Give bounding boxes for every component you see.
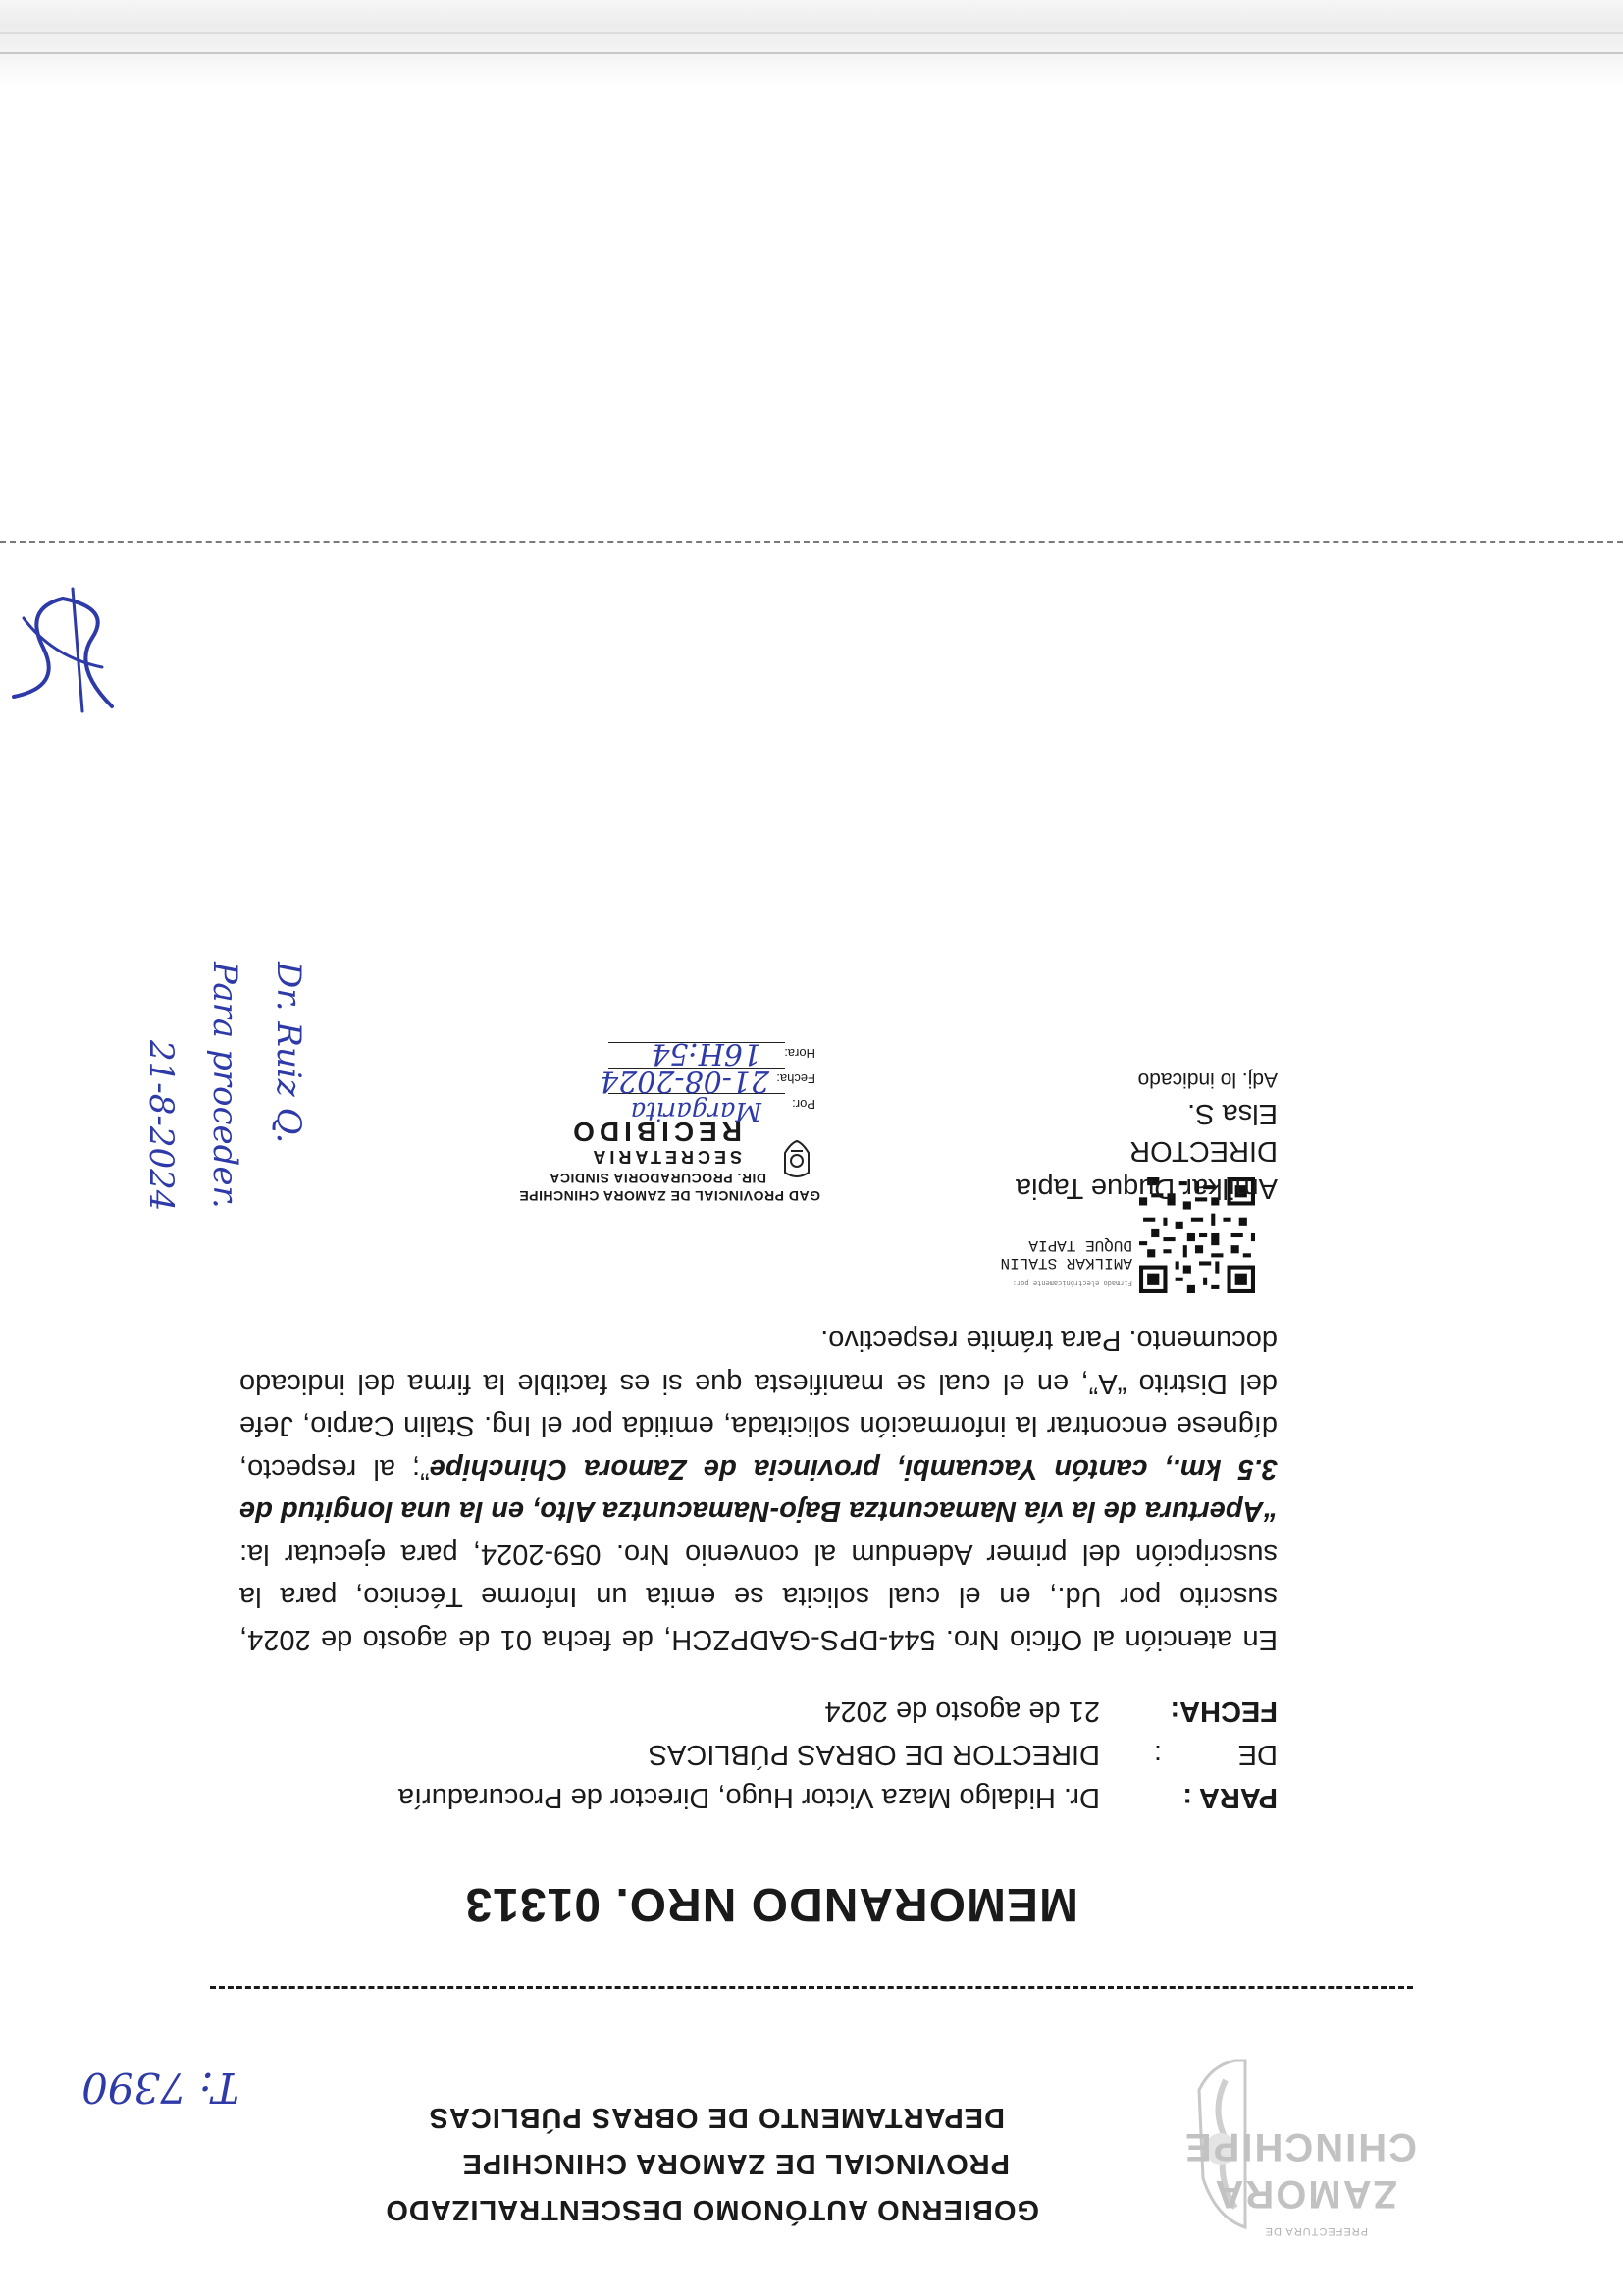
field-colon: : <box>1153 1739 1162 1770</box>
field-value-fecha: 21 de agosto de 2024 <box>824 1696 1100 1727</box>
body-text-part: En atención al Oficio Nro. 544-DPS-GADPZCH, de fecha 01 de agosto de 2024, suscrito por Ud., en el cual solicita se emita un Informe Técnico, para la suscripción del primer Adendum al convenio Nro. 059-2024, para ejecutar la: <box>239 1539 1278 1655</box>
logo-word: ZAMORA <box>1213 2172 1397 2216</box>
annotation-line: Dr. Ruiz Q. <box>269 962 308 1144</box>
attachment-note: Adj. lo indicado <box>1137 1069 1278 1091</box>
body-text-part: ”; al respecto, dígnese encontrar la información solicitada, emitida por el Ing. Stalin Carpio, Jefe del Distrito “A”, en el cual se manifiesta que si es factible la firma del indicado documento. Para trámite respectivo. <box>239 1325 1278 1485</box>
stamp-por-value: Margarita <box>630 1096 761 1125</box>
prefectura-logo <box>1181 2051 1427 2237</box>
logo-word: CHINCHIPE <box>1182 2125 1417 2168</box>
field-label-fecha: FECHA: <box>1170 1696 1278 1727</box>
field-label-para: PARA : <box>1182 1782 1278 1813</box>
seal-icon <box>781 1139 812 1178</box>
handwritten-number: T: 7390 <box>81 2063 239 2112</box>
field-label-de: DE <box>1237 1739 1278 1770</box>
scan-edge-artifact <box>0 0 1623 88</box>
institution-name: PROVINCIAL DE ZAMORA CHINCHIPE <box>461 2148 1010 2179</box>
signer-name: Amilkar Duque Tapia <box>1015 1173 1278 1204</box>
project-name: “Apertura de la vía Namacuntza Bajo-Namacuntza Alto, en la una longitud de 3.5 km., cantón Yacuambi, provincia de Zamora Chinchipe <box>239 1453 1278 1528</box>
field-value-de: DIRECTOR DE OBRAS PÚBLICAS <box>648 1739 1100 1770</box>
annotation-line: Para proceder. <box>205 962 244 1209</box>
scan-line <box>0 32 1623 34</box>
qr-caption: Firmado electrónicamente por: <box>1012 1279 1132 1287</box>
stamp-por-label: Por: <box>792 1097 815 1112</box>
stamp-institution: GAD PROVINCIAL DE ZAMORA CHINCHIPE <box>518 1188 820 1204</box>
qr-signer-name: DUQUE TAPIA <box>1028 1236 1132 1254</box>
stamp-hora-value: 16H:54 <box>651 1036 761 1070</box>
stamp-fecha-value: 21-08-2024 <box>600 1064 769 1098</box>
memo-title: MEMORANDO NRO. 01313 <box>464 1878 1078 1930</box>
annotation-line: 21-8-2024 <box>141 1040 181 1212</box>
stamp-hora-label: Hora: <box>784 1046 815 1061</box>
department-name: DEPARTAMENTO DE OBRAS PÚBLICAS <box>428 2102 1005 2133</box>
logo-small-text: PREFECTURA DE <box>1264 2225 1368 2237</box>
received-stamp <box>438 1037 820 1204</box>
qr-signer-name: AMILKAR STALIN <box>1000 1254 1132 1272</box>
typist-initials: Elsa S. <box>1187 1098 1278 1129</box>
stamp-secretaria: SECRETARIA <box>589 1147 742 1167</box>
memo-body <box>239 1319 1278 1660</box>
fold-line <box>0 541 1623 543</box>
stamp-directorate: DIR. PROCURADORIA SINDICA <box>549 1171 766 1186</box>
signer-title: DIRECTOR <box>1129 1135 1278 1167</box>
stamp-recibido: RECIBIDO <box>568 1117 742 1147</box>
institution-name: GOBIERNO AUTÓNOMO DESCENTRALIZADO <box>385 2194 1039 2225</box>
field-value-para: Dr. Hidalgo Maza Victor Hugo, Director de Procuraduría <box>397 1782 1100 1813</box>
stamp-fecha-label: Fecha: <box>776 1071 815 1086</box>
handwritten-signature-icon <box>0 579 131 726</box>
handwritten-annotation <box>33 962 328 1433</box>
header-divider <box>210 1986 1413 1989</box>
scan-line <box>0 52 1623 54</box>
